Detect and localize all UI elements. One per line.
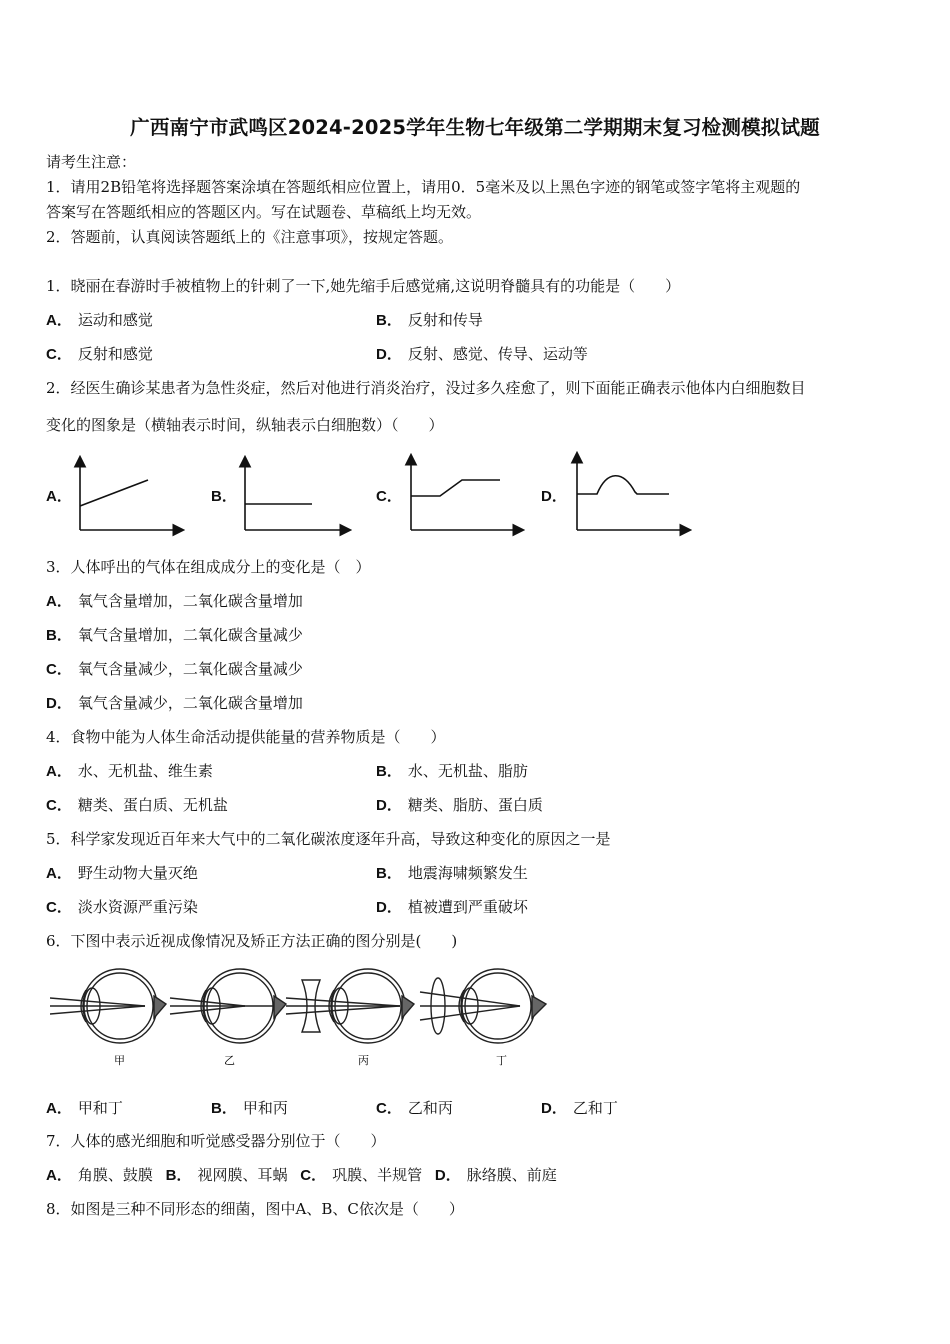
eye-diagram-ding: [420, 969, 546, 1043]
q5-option-d: D． 植被遭到严重破坏: [376, 898, 528, 916]
q1-option-c: C． 反射和感觉: [46, 345, 153, 363]
eye-diagram-bing: [286, 969, 414, 1043]
q4-option-a: A． 水、无机盐、维生素: [46, 762, 213, 780]
eye-diagram-yi: [170, 969, 286, 1043]
caption-jia: 甲: [114, 1054, 125, 1067]
q1-option-a: A． 运动和感觉: [46, 311, 153, 329]
q4-option-c: C． 糖类、蛋白质、无机盐: [46, 796, 228, 814]
q2-option-c: C．: [376, 488, 402, 505]
question-1-stem: 1．晓丽在春游时手被植物上的针刺了一下,她先缩手后感觉痛,这说明脊髓具有的功能是（ ）: [46, 277, 681, 295]
q2-option-b: B．: [211, 488, 237, 505]
notice-line-1: 1．请用2B铅笔将选择题答案涂填在答题纸相应位置上，请用0．5毫米及以上黑色字迹的钢笔或签字笔将主观题的: [46, 178, 801, 196]
q3-option-c: C． 氧气含量减少，二氧化碳含量减少: [46, 660, 303, 678]
caption-ding: 丁: [496, 1054, 507, 1067]
q4-option-d: D． 糖类、脂肪、蛋白质: [376, 796, 543, 814]
q1-option-d: D． 反射、感觉、传导、运动等: [376, 345, 588, 363]
graph-d: [567, 448, 695, 540]
q2-option-d: D．: [541, 488, 567, 505]
q2-option-a: A．: [46, 488, 72, 505]
q3-option-a: A． 氧气含量增加，二氧化碳含量增加: [46, 592, 303, 610]
graph-c: [402, 448, 527, 540]
question-8-stem: 8．如图是三种不同形态的细菌，图中A、B、C依次是（ ）: [46, 1200, 464, 1218]
caption-bing: 丙: [358, 1054, 369, 1067]
q6-option-d: D． 乙和丁: [541, 1099, 618, 1117]
question-6-stem: 6．下图中表示近视成像情况及矫正方法正确的图分别是( ): [46, 932, 458, 950]
question-3-stem: 3．人体呼出的气体在组成成分上的变化是（ ）: [46, 558, 371, 576]
q3-option-d: D． 氧气含量减少，二氧化碳含量增加: [46, 694, 303, 712]
q1-option-b: B． 反射和传导: [376, 311, 483, 329]
page-title: 广西南宁市武鸣区2024-2025学年生物七年级第二学期期末复习检测模拟试题: [130, 116, 820, 139]
graph-a: [70, 450, 190, 540]
graph-b: [236, 450, 356, 540]
question-2-stem-1: 2．经医生确诊某患者为急性炎症，然后对他进行消炎治疗，没过多久痊愈了，则下面能正确表示他体内白细胞数目: [46, 379, 806, 397]
question-4-stem: 4．食物中能为人体生命活动提供能量的营养物质是（ ）: [46, 728, 446, 746]
q3-option-b: B． 氧气含量增加，二氧化碳含量减少: [46, 626, 303, 644]
question-7-stem: 7．人体的感光细胞和听觉感受器分别位于（ ）: [46, 1132, 386, 1150]
eye-diagram-jia: [50, 969, 166, 1043]
notice-heading: 请考生注意：: [46, 153, 137, 171]
q6-option-a: A． 甲和丁: [46, 1099, 123, 1117]
q4-option-b: B． 水、无机盐、脂肪: [376, 762, 528, 780]
notice-line-3: 2．答题前，认真阅读答题纸上的《注意事项》，按规定答题。: [46, 228, 454, 246]
q7-options: A． 角膜、鼓膜 B． 视网膜、耳蜗 C． 巩膜、半规管 D． 脉络膜、前庭: [46, 1166, 557, 1184]
eye-diagrams: [50, 960, 560, 1075]
q6-option-b: B． 甲和丙: [211, 1099, 288, 1117]
question-2-stem-2: 变化的图象是（横轴表示时间，纵轴表示白细胞数）（ ）: [46, 416, 444, 434]
caption-yi: 乙: [224, 1054, 235, 1067]
q5-option-a: A． 野生动物大量灭绝: [46, 864, 198, 882]
q5-option-c: C． 淡水资源严重污染: [46, 898, 198, 916]
q5-option-b: B． 地震海啸频繁发生: [376, 864, 528, 882]
question-5-stem: 5．科学家发现近百年来大气中的二氧化碳浓度逐年升高，导致这种变化的原因之一是: [46, 830, 611, 848]
notice-line-2: 答案写在答题纸相应的答题区内。写在试题卷、草稿纸上均无效。: [46, 203, 482, 221]
q6-option-c: C． 乙和丙: [376, 1099, 453, 1117]
